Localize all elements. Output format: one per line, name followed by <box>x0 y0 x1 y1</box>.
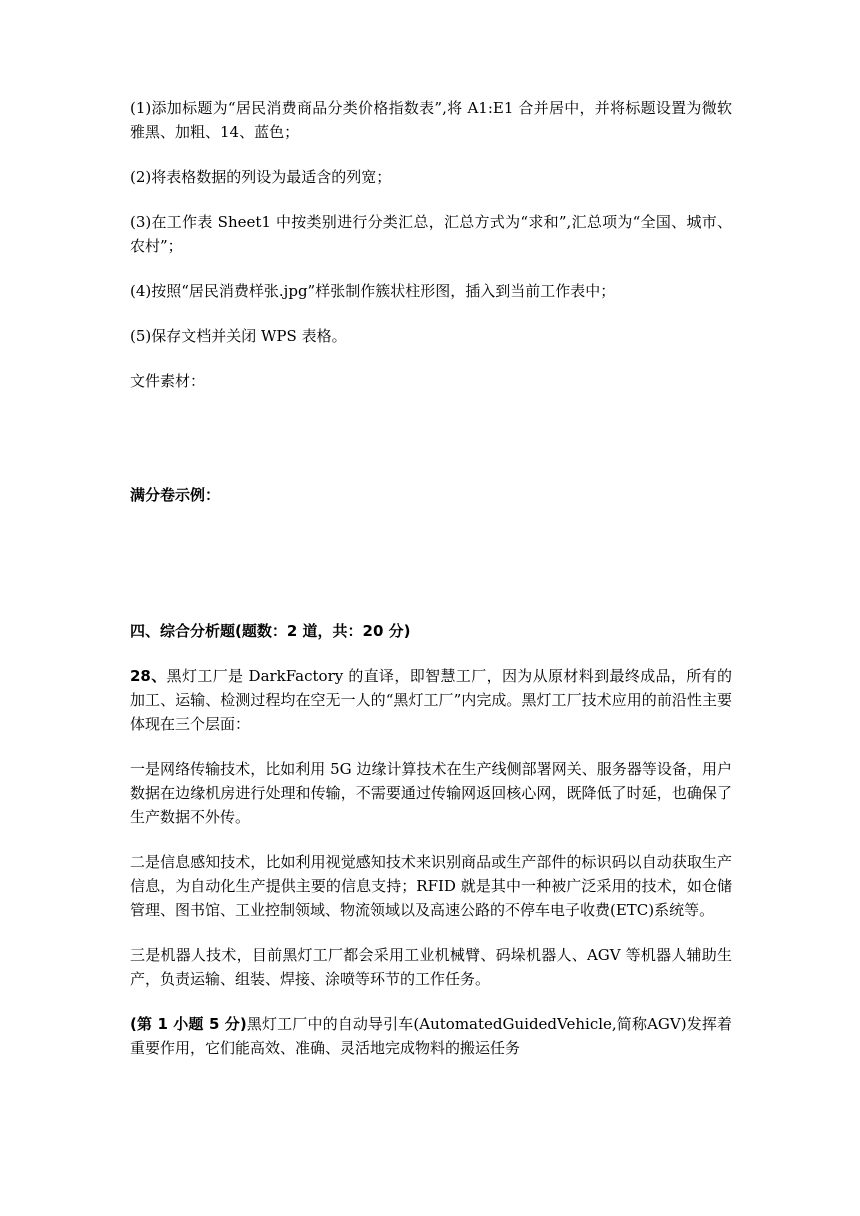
sub-question-label: (第 1 小题 5 分) <box>130 1015 247 1033</box>
sub-question-text: 黑灯工厂中的自动导引车(AutomatedGuidedVehicle,简称AGV)发挥着重要作用，它们能高效、准确、灵活地完成物料的搬运任务 <box>130 1015 733 1057</box>
question-28-sub-1 <box>130 1012 732 1060</box>
task-item-1: (1)添加标题为“居民消费商品分类价格指数表”,将 A1:E1 合并居中，并将标题设置为微软雅黑、加粗、14、蓝色； <box>130 99 732 141</box>
question-28-point-2: 二是信息感知技术，比如利用视觉感知技术来识别商品或生产部件的标识码以自动获取生产信息，为自动化生产提供主要的信息支持；RFID 就是其中一种被广泛采用的技术，如仓储管理、图书馆、工业控制领域、物流领域以及高速公路的不停车电子收费(ETC)系统等。 <box>130 853 732 919</box>
question-28-point-3: 三是机器人技术，目前黑灯工厂都会采用工业机械臂、码垛机器人、AGV 等机器人辅助生产，负责运输、组装、焊接、涂喷等环节的工作任务。 <box>130 946 732 988</box>
question-number: 28、 <box>130 667 167 685</box>
task-item-3: (3)在工作表 Sheet1 中按类别进行分类汇总，汇总方式为“求和”,汇总项为“全国、城市、农村”； <box>130 213 732 255</box>
file-material-label: 文件素材： <box>130 372 206 390</box>
document-page <box>130 96 732 1081</box>
task-item-4: (4)按照“居民消费样张.jpg”样张制作簇状柱形图，插入到当前工作表中； <box>130 282 616 300</box>
question-28-point-1: 一是网络传输技术，比如利用 5G 边缘计算技术在生产线侧部署网关、服务器等设备，用户数据在边缘机房进行处理和传输，不需要通过传输网返回核心网，既降低了时延，也确保了生产数据不外传。 <box>130 760 732 826</box>
question-intro-text: 黑灯工厂是 DarkFactory 的直译，即智慧工厂，因为从原材料到最终成品，所有的加工、运输、检测过程均在空无一人的“黑灯工厂”内完成。黑灯工厂技术应用的前沿性主要体现在三个层面： <box>130 667 732 733</box>
file-material-placeholder <box>130 414 732 483</box>
section-heading: 四、综合分析题(题数：2 道，共：20 分) <box>130 622 411 640</box>
full-score-example-label: 满分卷示例： <box>130 486 221 504</box>
full-score-example-placeholder <box>130 528 732 619</box>
question-28-intro <box>130 664 732 736</box>
task-item-5: (5)保存文档并关闭 WPS 表格。 <box>130 327 347 345</box>
task-item-2: (2)将表格数据的列设为最适含的列宽； <box>130 168 392 186</box>
